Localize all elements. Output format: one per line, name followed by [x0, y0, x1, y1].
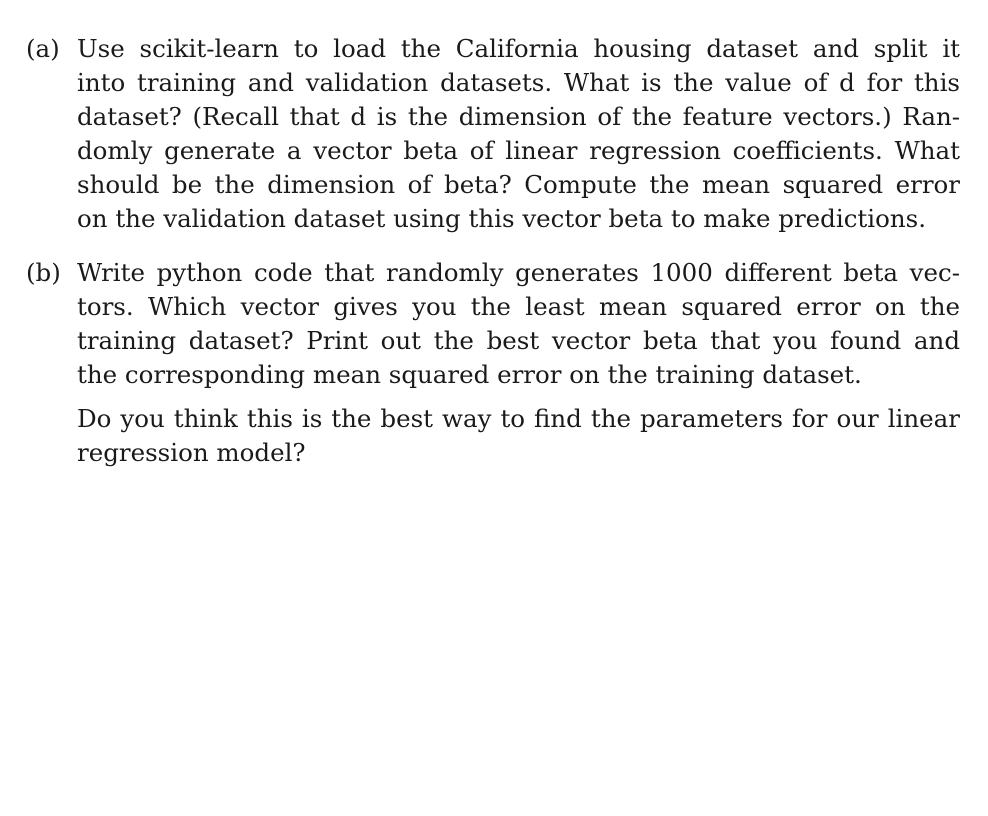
item-b-followup-line-2: regression model? — [77, 438, 306, 467]
item-a-line-6: on the validation dataset using this vector beta to make predictions. — [77, 204, 926, 233]
item-b-line-3: training dataset? Print out the best vector beta that you found and — [77, 326, 960, 355]
item-a-line-3: dataset? (Recall that d is the dimension of the feature vectors.) Ran- — [77, 102, 960, 131]
item-a-text — [77, 32, 960, 236]
item-b-line-2: tors. Which vector gives you the least mean squared error on the — [77, 292, 960, 321]
item-b-followup-line-1: Do you think this is the best way to find the parameters for our linear — [77, 404, 960, 433]
item-a-line-4: domly generate a vector beta of linear regression coefficients. What — [77, 136, 960, 165]
item-a-line-5: should be the dimension of beta? Compute the mean squared error — [77, 170, 960, 199]
item-marker-a: (a) — [26, 34, 60, 63]
item-b-text — [77, 256, 960, 470]
item-b-line-4: the corresponding mean squared error on the training dataset. — [77, 360, 862, 389]
paragraph-gap — [77, 392, 960, 402]
item-marker-b: (b) — [26, 258, 61, 287]
item-a-line-2: into training and validation datasets. What is the value of d for this — [77, 68, 960, 97]
item-a-line-1: Use scikit-learn to load the California housing dataset and split it — [77, 34, 960, 63]
item-b-line-1: Write python code that randomly generates 1000 different beta vec- — [77, 258, 960, 287]
